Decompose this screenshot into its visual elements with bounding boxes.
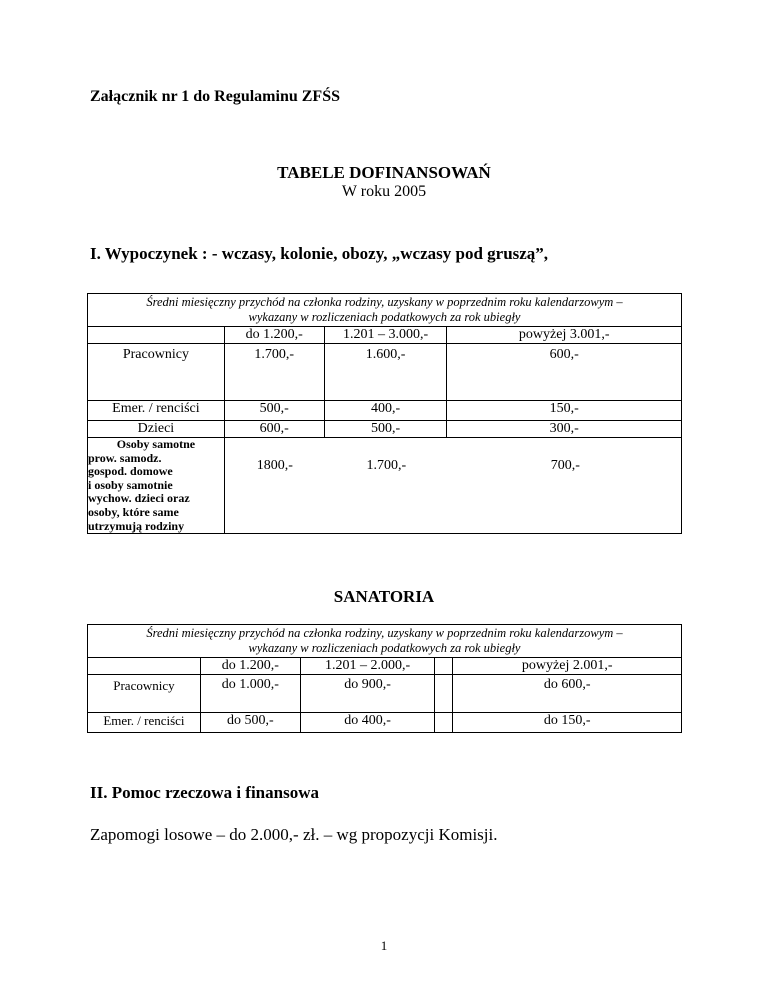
table-cell: do 600,- [453,675,682,713]
range-low: do 1.200,- [200,658,300,675]
spacer-cell [435,713,453,733]
label-line: gospod. domowe [88,464,173,479]
row-label-dzieci: Dzieci [88,421,225,438]
main-subtitle: W roku 2005 [341,183,427,200]
row-label-emeryci: Emer. / renciści [88,401,225,421]
table-cell: do 150,- [453,713,682,733]
table-cell: do 400,- [300,713,435,733]
main-title: TABELE DOFINANSOWAŃ [277,163,491,182]
table-cell: 400,- [324,401,447,421]
header-line-2: wykazany w rozliczeniach podatkowych za rok ubiegły [248,641,521,655]
table-cell: 500,- [324,421,447,438]
table-cell: 600,- [447,344,682,401]
table-cell: 150,- [447,401,682,421]
single-values-cell [224,438,681,534]
range-mid: 1.201 – 2.000,- [300,658,435,675]
table-cell: do 500,- [200,713,300,733]
label-line: utrzymują rodziny [88,518,185,533]
table-cell: do 900,- [300,675,435,713]
range-high: powyżej 2.001,- [453,658,682,675]
table-cell: 1.700,- [224,344,324,401]
label-line: osoby, które same [88,504,179,519]
table-header [88,625,682,658]
header-line-2: wykazany w rozliczeniach podatkowych za rok ubiegły [248,310,521,324]
row-label-osoby-samotne [88,438,225,534]
sanatoria-heading: SANATORIA [333,587,435,606]
table-cell: 1.700,- [366,458,407,473]
spacer-cell [435,675,453,713]
label-line: i osoby samotnie [88,477,173,492]
range-high: powyżej 3.001,- [447,327,682,344]
section2-text: Zapomogi losowe – do 2.000,- zł. – wg propozycji Komisji. [90,825,498,844]
row-label-pracownicy: Pracownicy [88,675,201,713]
empty-corner-cell [88,658,201,675]
page-number: 1 [380,938,388,953]
spacer-cell [435,658,453,675]
attachment-title: Załącznik nr 1 do Regulaminu ZFŚS [90,88,340,105]
sanatoria-table [87,624,682,733]
table-cell: 1800,- [256,458,293,473]
range-mid: 1.201 – 3.000,- [324,327,447,344]
section1-heading: I. Wypoczynek : - wczasy, kolonie, obozy, „wczasy pod gruszą”, [90,244,549,263]
table-cell: 500,- [224,401,324,421]
wypoczynek-table [87,293,682,534]
row-label-emeryci: Emer. / renciści [88,713,201,733]
section2-heading: II. Pomoc rzeczowa i finansowa [90,783,319,802]
label-line: wychow. dzieci oraz [88,491,190,506]
table-cell: 700,- [550,458,580,473]
label-line: Osoby samotne [116,437,196,451]
header-line-1: Średni miesięczny przychód na członka rodziny, uzyskany w poprzednim roku kalendarzowym – [146,626,623,640]
table-header [88,294,682,327]
header-line-1: Średni miesięczny przychód na członka rodziny, uzyskany w poprzednim roku kalendarzowym – [146,295,623,309]
range-low: do 1.200,- [224,327,324,344]
table-cell: 300,- [447,421,682,438]
table-cell: 600,- [224,421,324,438]
row-label-pracownicy: Pracownicy [88,344,225,401]
label-line: prow. samodz. [88,450,162,465]
table-cell: 1.600,- [324,344,447,401]
table-cell: do 1.000,- [200,675,300,713]
empty-corner-cell [88,327,225,344]
